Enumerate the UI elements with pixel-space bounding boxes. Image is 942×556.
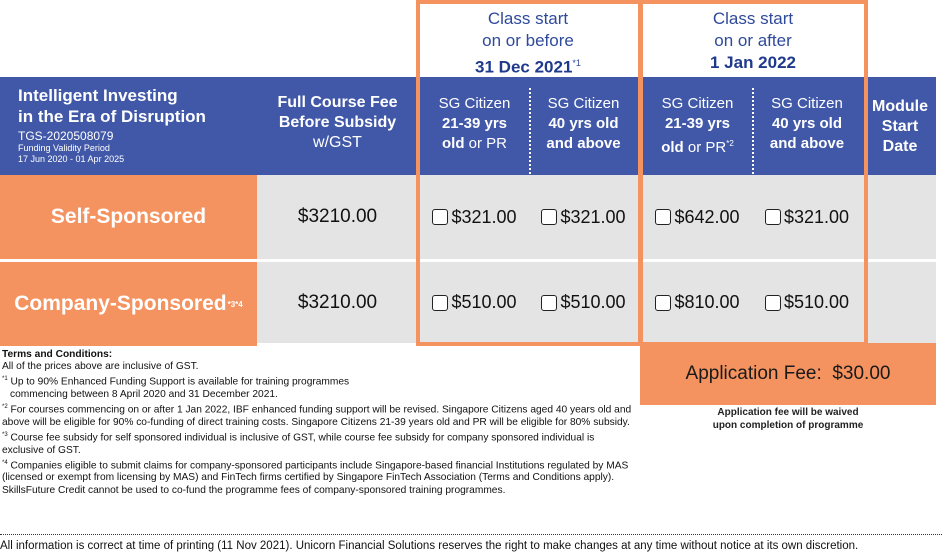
footer-disclaimer: All information is correct at time of printing (11 Nov 2021). Unicorn Financial Solutions reserves the right to make changes at any time without notice at its own discretion. — [0, 540, 859, 552]
col2-l3: and above — [546, 135, 621, 152]
terms-and-conditions — [2, 349, 634, 497]
price-value: $810.00 — [674, 292, 740, 312]
col4-l2: 40 yrs old — [771, 115, 843, 132]
self-sponsored-label: Self-Sponsored — [50, 205, 207, 228]
course-info-header — [0, 77, 257, 175]
col1-l1: SG Citizen — [438, 95, 511, 112]
note4-sup: *4 — [2, 459, 8, 466]
validity-range: 17 Jun 2020 - 01 Apr 2025 — [18, 154, 125, 164]
note4: Companies eligible to submit claims for company-sponsored participants include Singapore-based financial Institutions regulated by MAS (licensed or exempt from licensing by MAS) and FinTech firms certified by Singapore FinTech Association (Terms and Conditions apply). SkillsFuture Credit cannot be used to co-fund the programme fees of company-sponsored training programmes. — [2, 460, 629, 496]
period-after-line1: Class start — [712, 9, 794, 28]
note1-sup: *1 — [2, 376, 8, 383]
course-code: TGS-2020508079 — [18, 129, 114, 143]
period-frame-after — [639, 0, 868, 346]
full-fee-value: $3210.00 — [297, 291, 378, 313]
period-frame-before — [416, 0, 642, 346]
period-after-line2: on or after — [714, 31, 792, 50]
price-value: $510.00 — [451, 292, 517, 312]
note3-sup: *3 — [2, 432, 8, 438]
app-note-line1: Application fee will be waived — [717, 407, 859, 418]
note1-a: Up to 90% Enhanced Funding Support is available for training programmes — [7, 376, 350, 388]
module-l1: Module — [872, 98, 928, 115]
validity-label: Funding Validity Period — [18, 143, 110, 153]
row-label-self-sponsored — [0, 175, 257, 259]
price-value: $321.00 — [783, 206, 850, 227]
full-fee-self-sponsored — [257, 175, 418, 259]
application-fee-box — [640, 343, 936, 405]
module-l3: Date — [882, 138, 918, 155]
price-value: $321.00 — [560, 206, 626, 227]
period-before-sup: *1 — [572, 58, 581, 68]
row-label-company-sponsored — [0, 262, 257, 346]
company-sponsored-sup: *3*4 — [227, 299, 243, 309]
application-fee-label: Application Fee: — [685, 363, 822, 384]
col3-l1: SG Citizen — [661, 95, 734, 112]
full-fee-header — [257, 77, 418, 175]
terms-gst: All of the prices above are inclusive of GST. — [2, 361, 199, 373]
note1-b: commencing between 8 April 2020 and 31 December 2021. — [10, 389, 278, 400]
col2-l1: SG Citizen — [547, 95, 620, 112]
full-fee-value: $3210.00 — [297, 206, 378, 227]
col3-l3b: or PR — [683, 139, 727, 156]
col3-l3a: old — [661, 139, 684, 156]
note3: Course fee subsidy for self sponsored individual is inclusive of GST, while course fee subsidy for company sponsored individual is exclusive of GST. — [2, 432, 595, 456]
application-fee-note — [640, 406, 936, 432]
col3-l2: 21-39 yrs — [664, 115, 731, 132]
period-before-line1: Class start — [487, 9, 569, 28]
col3-sup: *2 — [726, 139, 734, 148]
col4-l3: and above — [769, 135, 845, 152]
col1-l2: 21-39 yrs — [441, 115, 508, 132]
company-sponsored-label: Company-Sponsored — [14, 292, 227, 315]
footer-divider — [0, 534, 942, 535]
full-fee-company-sponsored — [257, 262, 418, 343]
application-fee-value: $30.00 — [832, 363, 891, 384]
full-fee-line3: w/GST — [313, 134, 362, 151]
terms-heading: Terms and Conditions: — [2, 349, 113, 360]
course-title-line1: Intelligent Investing — [18, 86, 178, 105]
period-before-line2: on or before — [482, 31, 574, 50]
col2-l2: 40 yrs old — [548, 115, 619, 132]
price-value: $510.00 — [783, 292, 850, 312]
col1-l3b: or PR — [464, 135, 507, 152]
note2: For courses commencing on or after 1 Jan 2022, IBF enhanced funding support will be revised. Singapore Citizens aged 40 years old and above will be eligible for 90% co-funding of direct training costs. Singapore Citizens 21-39 years old and PR will be eligible for 80% subsidy. — [2, 404, 632, 428]
full-fee-line2: Before Subsidy — [278, 114, 397, 131]
app-note-line2: upon completion of programme — [712, 420, 864, 431]
period-after-date: 1 Jan 2022 — [709, 53, 796, 72]
col4-l1: SG Citizen — [771, 95, 843, 112]
price-value: $510.00 — [560, 292, 626, 312]
module-l2: Start — [881, 118, 919, 135]
col1-l3a: old — [441, 135, 465, 152]
full-fee-line1: Full Course Fee — [277, 94, 398, 111]
price-value: $321.00 — [451, 206, 517, 227]
module-start-date-header — [864, 77, 936, 175]
course-title-line2: in the Era of Disruption — [18, 107, 206, 126]
price-value: $642.00 — [674, 206, 740, 227]
note2-sup: *2 — [2, 404, 8, 411]
period-before-date: 31 Dec 2021 — [475, 57, 573, 77]
